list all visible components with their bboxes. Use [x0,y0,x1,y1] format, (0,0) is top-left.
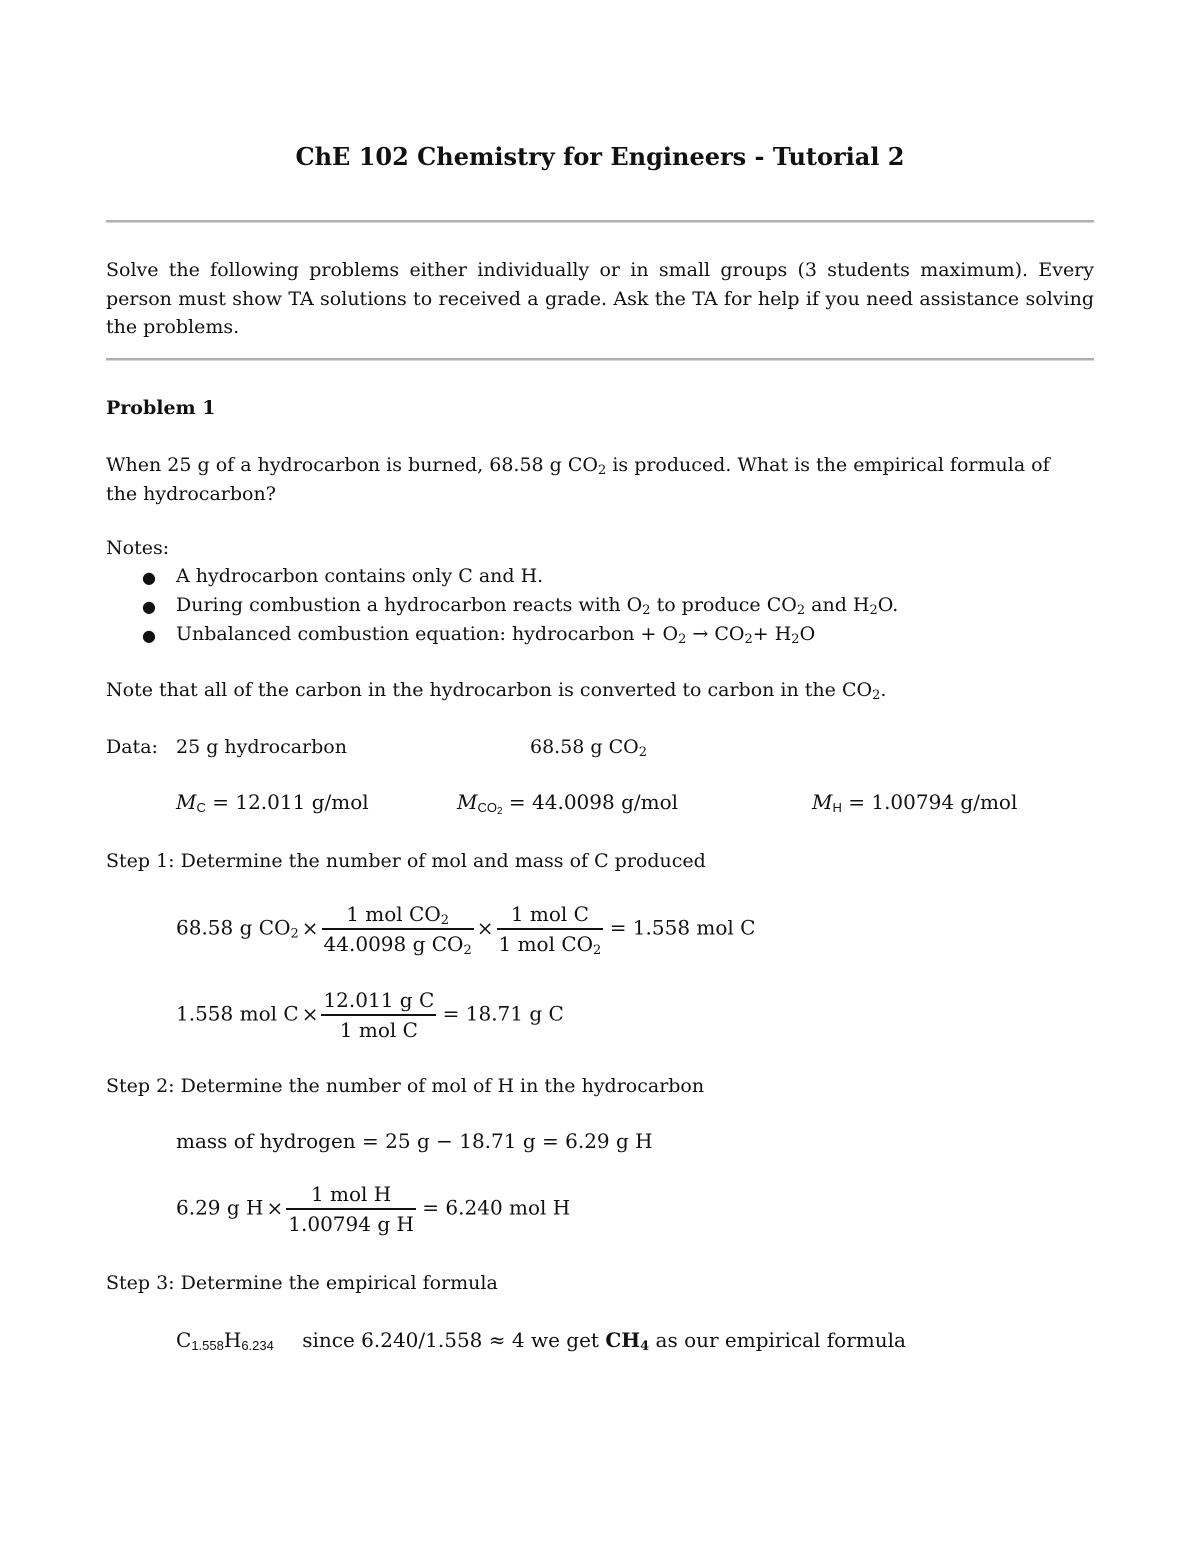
fraction: $\frac{\text{12.011 g C}}{\text{1 mol C}}$ [323,988,435,1042]
divider-top [106,220,1094,223]
step2-equation-moles-hydrogen: 6.29 g H × $\frac{\text{1 mol H}}{\text{1.00794 g H}}$ = 6.240 mol H [176,1182,571,1236]
problem-statement-line-2: the hydrocarbon? [106,483,276,505]
note-item-2: During combustion a hydrocarbon reacts with $O_2$ to produce $CO_2$ and $H_2O$. [176,594,899,618]
step3-empirical-formula: C1.558H6.234 since 6.240/1.558 ≈ 4 we get $CH_4$ as our empirical formula [176,1328,906,1354]
bullet-icon: ● [142,597,156,616]
step3-heading: Step 3: Determine the empirical formula [106,1272,498,1294]
molar-mass-carbon: MC = 12.011 g/mol [176,790,369,815]
molar-mass-co2: MCO2 = 44.0098 g/mol [457,790,679,817]
bullet-icon: ● [142,626,156,645]
data-co2-mass: 68.58 g $CO_2$ [530,736,648,760]
problem-heading: Problem 1 [106,397,216,419]
fraction: $\frac{\text{1 mol H}}{\text{1.00794 g H}}$ [288,1182,414,1236]
step1-equation-moles-carbon: 68.58 g $CO_2$ × $\frac{1 mol CO_2}{44.0098 g CO_2}$ × $\frac{\text{1 mol C}}{1 mol CO_2}$ = 1.558 mol C [176,902,756,958]
notes-label: Notes: [106,537,170,559]
problem-statement-line-1: When 25 g of a hydrocarbon is burned, 68.58 g $CO_2$ is produced. What is the empirical formula of [106,454,1050,478]
fraction: $\frac{\text{1 mol C}}{1 mol CO_2}$ [498,902,602,958]
fraction: $\frac{1 mol CO_2}{44.0098 g CO_2}$ [323,902,472,958]
carbon-note: Note that all of the carbon in the hydrocarbon is converted to carbon in the $CO_2$. [106,679,887,703]
page-title: ChE 102 Chemistry for Engineers - Tutorial 2 [295,142,905,171]
step1-heading: Step 1: Determine the number of mol and mass of C produced [106,850,706,872]
data-hydrocarbon-mass: 25 g hydrocarbon [176,736,347,758]
note-item-3: Unbalanced combustion equation: hydrocarbon + $O_2 \to CO_2+ H_2O$ [176,623,816,647]
data-label: Data: [106,736,158,758]
step1-equation-mass-carbon: 1.558 mol C × $\frac{\text{12.011 g C}}{\text{1 mol C}}$ = 18.71 g C [176,988,564,1042]
bullet-icon: ● [142,568,156,587]
instructions-paragraph: Solve the following problems either individually or in small groups (3 students maximum). Every person must show TA solutions to received a grade. Ask the TA for help if you need assistance solving the problems. [106,259,1094,338]
step2-equation-mass-hydrogen: mass of hydrogen = 25 g − 18.71 g = 6.29 g H [176,1129,653,1153]
note-item-1: A hydrocarbon contains only C and H. [176,565,544,587]
step2-heading: Step 2: Determine the number of mol of H in the hydrocarbon [106,1075,705,1097]
divider-bottom [106,358,1094,361]
molar-mass-hydrogen: MH = 1.00794 g/mol [812,790,1018,815]
